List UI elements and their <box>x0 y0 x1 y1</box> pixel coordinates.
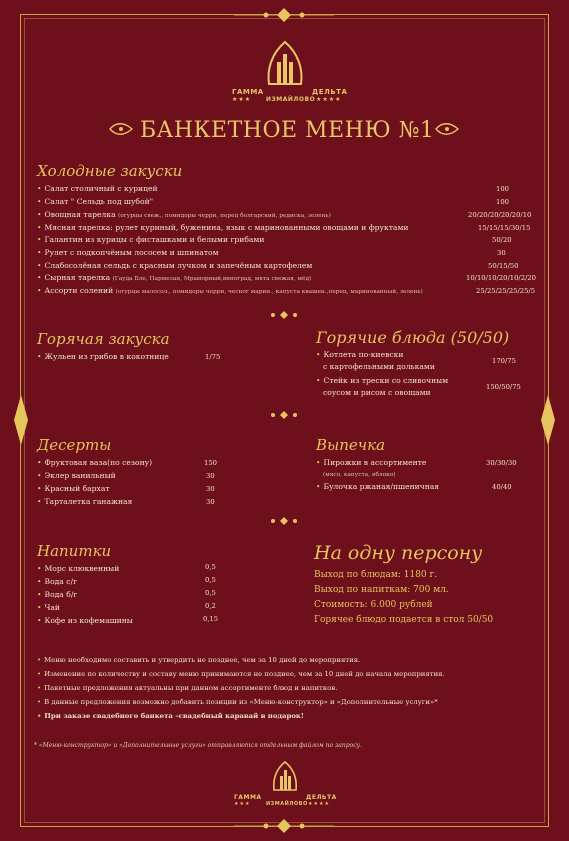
footer-line: • Изменение по количеству и составу меню принимаются не позднее, чем за 10 дней до начала мероприятия. <box>37 670 445 678</box>
drink-item: • Вода с/г <box>37 577 78 586</box>
cold-item-value: 50/15/50 <box>488 262 519 270</box>
right-side-ornament-icon <box>539 395 557 445</box>
drink-item: • Морс клюквенный <box>37 564 120 573</box>
drink-value: 0,5 <box>205 576 216 584</box>
cold-item: • Слабосолёная сельдь с красным лучком и запечёным картофелем <box>37 261 313 270</box>
cold-item: • Салат столичный с курицей <box>37 184 158 193</box>
cold-item-value: 15/15/15/30/15 <box>478 224 531 232</box>
logo-right-stars: ★★★★ <box>316 96 342 103</box>
drink-item: • Кофе из кофемашины <box>37 616 133 625</box>
drink-item: • Вода б/г <box>37 590 78 599</box>
bakery-value: 40/40 <box>492 483 512 491</box>
footer-line: • В данные предложения возможно добавить позиции из «Меню-конструктор» и «Дополнительные услуги»* <box>37 698 438 706</box>
footer-line: • Пакетные предложения актуальны при данном ассортименте блюд и напитков. <box>37 684 338 692</box>
title-left-flourish-icon <box>108 122 134 136</box>
dessert-value: 30 <box>206 498 215 506</box>
logo-left-text: ГАММА <box>232 88 264 96</box>
hot-dish-item: • Котлета по-киевски <box>316 350 404 359</box>
drink-value: 0,5 <box>205 589 216 597</box>
top-ornament-icon <box>234 8 334 22</box>
page-title: БАНКЕТНОЕ МЕНЮ №1 <box>140 118 435 143</box>
cold-item: • Рулет с подкопчёным лососем и шпинатом <box>37 248 219 257</box>
cold-item-value: 50/20 <box>492 236 512 244</box>
dessert-value: 150 <box>204 459 217 467</box>
cold-item-value: 100 <box>496 185 509 193</box>
bottom-ornament-icon <box>234 819 334 833</box>
dessert-item: • Тарталетка ганажная <box>37 497 133 506</box>
dessert-item: • Эклер ванильный <box>37 471 116 480</box>
bottom-logo-sub-text: ИЗМАЙЛОВО <box>266 801 308 807</box>
dessert-value: 30 <box>206 472 215 480</box>
drink-value: 0,5 <box>205 563 216 571</box>
title-right-flourish-icon <box>434 122 460 136</box>
hot-snack-value: 1/75 <box>205 353 221 361</box>
per-person-heading: На одну персону <box>314 542 483 564</box>
dessert-item: • Красный бархат <box>37 484 110 493</box>
per-person-line: Горячее блюдо подается в стол 50/50 <box>314 615 494 625</box>
logo-right-text: ДЕЛЬТА <box>312 88 348 96</box>
cold-item-value: 30 <box>497 249 506 257</box>
footer-line: • Меню необходимо составить и утвердить не позднее, чем за 10 дней до мероприятия. <box>37 656 361 664</box>
bottom-logo-right-stars: ★★★★ <box>308 801 330 807</box>
divider-dots-icon <box>268 310 300 320</box>
bakery-value: 30/30/30 <box>486 459 517 467</box>
bottom-logo-left-text: ГАММА <box>234 794 262 801</box>
cold-item-value: 25/25/25/25/25/5 <box>476 287 536 295</box>
dessert-value: 30 <box>206 485 215 493</box>
per-person-line: Выход по блюдам: 1180 г. <box>314 570 438 580</box>
logo-sub-text: ИЗМАЙЛОВО <box>266 96 316 103</box>
divider-dots-icon <box>268 410 300 420</box>
hot-snack-heading: Горячая закуска <box>37 330 170 348</box>
hotel-logo-icon <box>263 40 307 86</box>
asterisk-note: * «Меню-конструктор» и «Дополнительные услуги» отправляются отдельным файлом по запросу. <box>34 742 362 749</box>
cold-item-value: 100 <box>496 198 509 206</box>
divider-dots-icon <box>268 516 300 526</box>
dessert-item: • Фруктовая ваза(по сезону) <box>37 458 153 467</box>
hot-snack-item: • Жульен из грибов в кокотнице <box>37 352 169 361</box>
hot-dish-value: 150/50/75 <box>486 383 521 391</box>
logo-left-stars: ★★★ <box>232 96 252 103</box>
per-person-line: Стоимость: 6.000 рублей <box>314 600 433 610</box>
cold-item: • Галантин из курицы с фисташками и белыми грибами <box>37 235 265 244</box>
hot-dish-item-line2: с картофельными дольками <box>323 362 435 371</box>
hot-dish-value: 170/75 <box>492 357 516 365</box>
cold-item: • Салат " Сельдь под шубой" <box>37 197 154 206</box>
cold-item: • Сырная тарелка (Гауда Бле, Пармезан, Мраморный,виноград, мята свежая, мёд) <box>37 273 312 282</box>
cold-item: • Овощная тарелка (огурцы свеж., помидоры черри, перец болгарский, редиска, зелень) <box>37 210 331 219</box>
cold-item-value: 20/20/20/20/20/10 <box>468 211 532 219</box>
bottom-logo-right-text: ДЕЛЬТА <box>306 794 337 801</box>
cold-item: • Ассорти солений (огурцы малосол., помидоры черри, чесног марин., капуста квашен.,перец, маринованный, зелень) <box>37 286 423 295</box>
per-person-line: Выход по напиткам: 700 мл. <box>314 585 449 595</box>
cold-snacks-heading: Холодные закуски <box>37 162 183 180</box>
drink-item: • Чай <box>37 603 60 612</box>
bottom-logo-left-stars: ★★★ <box>234 801 251 807</box>
bakery-item: • Пирожки в ассортименте <box>316 458 427 467</box>
drinks-heading: Напитки <box>37 542 112 560</box>
bakery-item: • Булочка ржаная/пшеничная <box>316 482 440 491</box>
cold-item: • Мясная тарелка: рулет куриный, буженина, язык с маринованными овощами и фруктами <box>37 223 409 232</box>
bottom-logo-icon <box>270 760 300 792</box>
hot-dishes-heading: Горячие блюда (50/50) <box>316 328 510 347</box>
bakery-item-note: (мясо, капуста, яблоко) <box>323 472 396 478</box>
left-side-ornament-icon <box>12 395 30 445</box>
cold-item-value: 10/10/10/20/10/2/20 <box>466 274 536 282</box>
drink-value: 0,2 <box>205 602 216 610</box>
hot-dish-item-line2: соусом и рисом с овощами <box>323 388 431 397</box>
desserts-heading: Десерты <box>37 436 112 454</box>
hot-dish-item: • Стейк из трески со сливочным <box>316 376 449 385</box>
drink-value: 0,15 <box>203 615 219 623</box>
bakery-heading: Выпечка <box>316 436 386 454</box>
footer-line: • При заказе свадебного банкета –свадебный каравай в подарок! <box>37 712 304 720</box>
